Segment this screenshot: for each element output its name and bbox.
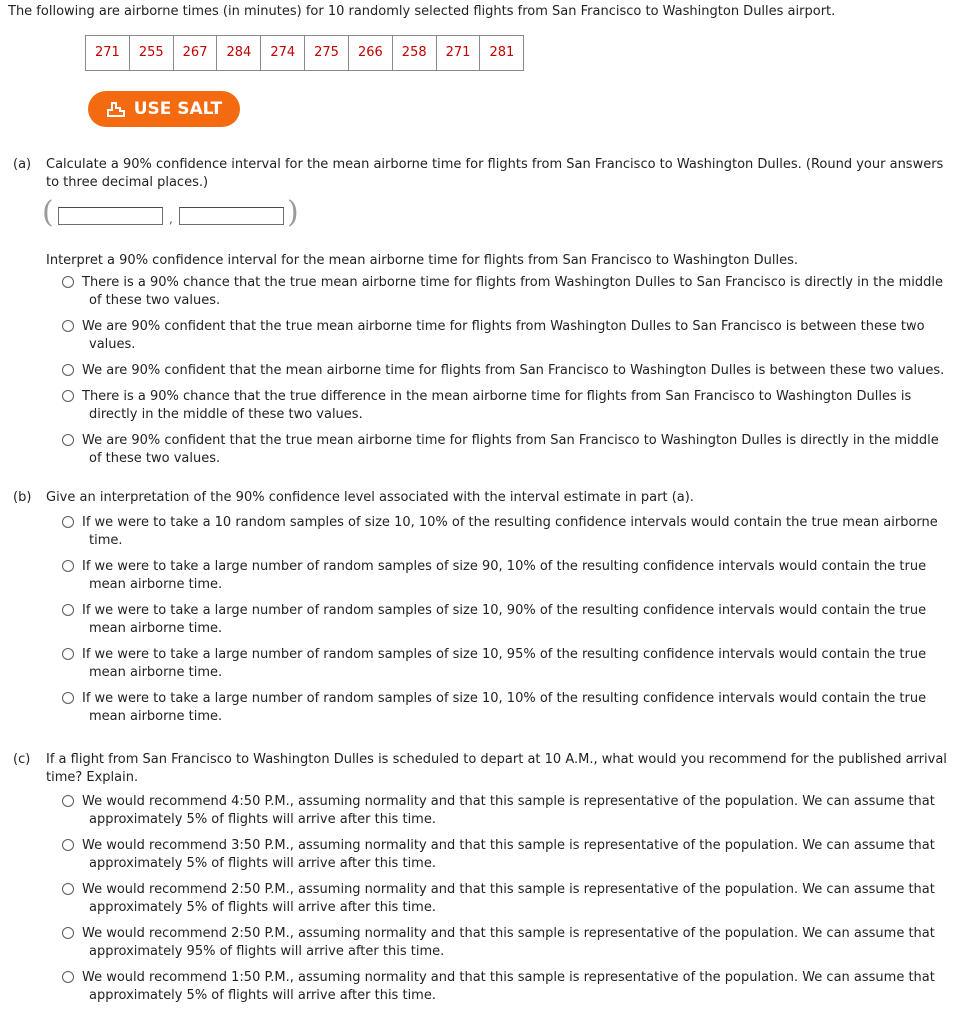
- option-text: If we were to take a 10 random samples of size 10, 10% of the resulting confidence intervals would contain the true mean airborne time.: [82, 515, 938, 548]
- salt-chart-icon: [106, 100, 126, 118]
- option-text: We are 90% confident that the true mean airborne time for flights from Washington Dulles to San Francisco is between these two values.: [82, 319, 925, 352]
- open-paren: (: [42, 195, 54, 230]
- part-a-letter: (a): [13, 157, 32, 172]
- airborne-times-table: [85, 35, 524, 71]
- use-salt-label: USE SALT: [133, 99, 223, 119]
- part-c-option[interactable]: [62, 793, 955, 829]
- data-cell: 275: [305, 36, 349, 71]
- radio-button[interactable]: [62, 516, 74, 528]
- part-c-option[interactable]: [62, 925, 955, 961]
- use-salt-button[interactable]: [88, 91, 240, 127]
- option-text: If we were to take a large number of random samples of size 10, 90% of the resulting confidence intervals would contain the true mean airborne time.: [82, 603, 927, 636]
- option-text: We would recommend 2:50 P.M., assuming normality and that this sample is representative of the population. We can assume that approximately 5% of flights will arrive after this time.: [82, 882, 935, 915]
- radio-button[interactable]: [62, 971, 74, 983]
- radio-button[interactable]: [62, 648, 74, 660]
- data-cell: 281: [480, 36, 524, 71]
- part-c-option[interactable]: [62, 881, 955, 917]
- option-text: If we were to take a large number of random samples of size 10, 95% of the resulting confidence intervals would contain the true mean airborne time.: [82, 647, 927, 680]
- part-c-options: [46, 793, 955, 1005]
- radio-button[interactable]: [62, 927, 74, 939]
- option-text: We would recommend 3:50 P.M., assuming normality and that this sample is representative of the population. We can assume that approximately 5% of flights will arrive after this time.: [82, 838, 935, 871]
- option-text: We would recommend 2:50 P.M., assuming normality and that this sample is representative of the population. We can assume that approximately 95% of flights will arrive after this time.: [82, 926, 935, 959]
- close-paren: ): [287, 195, 299, 230]
- part-b-body: [46, 489, 955, 726]
- part-b-question: Give an interpretation of the 90% confidence level associated with the interval estimate in part (a).: [46, 490, 694, 505]
- data-cell: 274: [261, 36, 305, 71]
- data-cell: 258: [392, 36, 436, 71]
- part-a-option[interactable]: [62, 318, 955, 354]
- radio-button[interactable]: [62, 560, 74, 572]
- data-cell: 271: [86, 36, 130, 71]
- part-a-option[interactable]: [62, 388, 955, 424]
- data-cell: 267: [173, 36, 217, 71]
- radio-button[interactable]: [62, 883, 74, 895]
- part-a-interpret-prompt: Interpret a 90% confidence interval for the mean airborne time for flights from San Francisco to Washington Dulles.: [46, 253, 798, 268]
- part-c-letter: (c): [13, 752, 31, 767]
- part-c-option[interactable]: [62, 969, 955, 1005]
- data-cell: 266: [348, 36, 392, 71]
- part-a-question: Calculate a 90% confidence interval for the mean airborne time for flights from San Francisco to Washington Dulles. (Round your answers to three decimal places.): [46, 157, 944, 190]
- confidence-interval-inputs: [42, 195, 955, 232]
- part-b-option[interactable]: [62, 602, 955, 638]
- ci-separator: ,: [169, 212, 173, 226]
- table-row: [86, 36, 524, 71]
- radio-button[interactable]: [62, 795, 74, 807]
- radio-button[interactable]: [62, 364, 74, 376]
- part-b-options: [46, 514, 955, 726]
- option-text: We are 90% confident that the true mean airborne time for flights from San Francisco to Washington Dulles is directly in the middle of these two values.: [82, 433, 939, 466]
- option-text: There is a 90% chance that the true difference in the mean airborne time for flights from San Francisco to Washington Dulles is directly in the middle of these two values.: [82, 389, 912, 422]
- part-b-option[interactable]: [62, 514, 955, 550]
- part-b-option[interactable]: [62, 690, 955, 726]
- option-text: We are 90% confident that the mean airborne time for flights from San Francisco to Washington Dulles is between these two values.: [82, 363, 945, 378]
- option-text: We would recommend 4:50 P.M., assuming normality and that this sample is representative of the population. We can assume that approximately 5% of flights will arrive after this time.: [82, 794, 935, 827]
- part-a-body: [42, 156, 955, 468]
- radio-button[interactable]: [62, 390, 74, 402]
- option-text: If we were to take a large number of random samples of size 90, 10% of the resulting confidence intervals would contain the true mean airborne time.: [82, 559, 927, 592]
- option-text: We would recommend 1:50 P.M., assuming normality and that this sample is representative of the population. We can assume that approximately 5% of flights will arrive after this time.: [82, 970, 935, 1003]
- part-b-option[interactable]: [62, 646, 955, 682]
- radio-button[interactable]: [62, 604, 74, 616]
- part-a-options: [46, 274, 955, 468]
- part-c-option[interactable]: [62, 837, 955, 873]
- data-cell: 271: [436, 36, 480, 71]
- option-text: There is a 90% chance that the true mean airborne time for flights from Washington Dulles to San Francisco is directly in the middle of these two values.: [82, 275, 943, 308]
- radio-button[interactable]: [62, 692, 74, 704]
- part-a-option[interactable]: [62, 432, 955, 468]
- radio-button[interactable]: [62, 276, 74, 288]
- radio-button[interactable]: [62, 839, 74, 851]
- part-b-option[interactable]: [62, 558, 955, 594]
- ci-upper-input[interactable]: [179, 207, 284, 225]
- part-c-body: [46, 751, 955, 1005]
- radio-button[interactable]: [62, 320, 74, 332]
- ci-lower-input[interactable]: [58, 207, 163, 225]
- part-a-option[interactable]: [62, 274, 955, 310]
- option-text: If we were to take a large number of random samples of size 10, 10% of the resulting confidence intervals would contain the true mean airborne time.: [82, 691, 927, 724]
- problem-intro: The following are airborne times (in minutes) for 10 randomly selected flights from San Francisco to Washington Dulles airport.: [8, 4, 836, 19]
- part-a-option[interactable]: [62, 362, 955, 380]
- part-c-question: If a flight from San Francisco to Washington Dulles is scheduled to depart at 10 A.M., what would you recommend for the published arrival time? Explain.: [46, 752, 947, 785]
- data-cell: 255: [129, 36, 173, 71]
- radio-button[interactable]: [62, 434, 74, 446]
- data-cell: 284: [217, 36, 261, 71]
- part-b-letter: (b): [13, 490, 32, 505]
